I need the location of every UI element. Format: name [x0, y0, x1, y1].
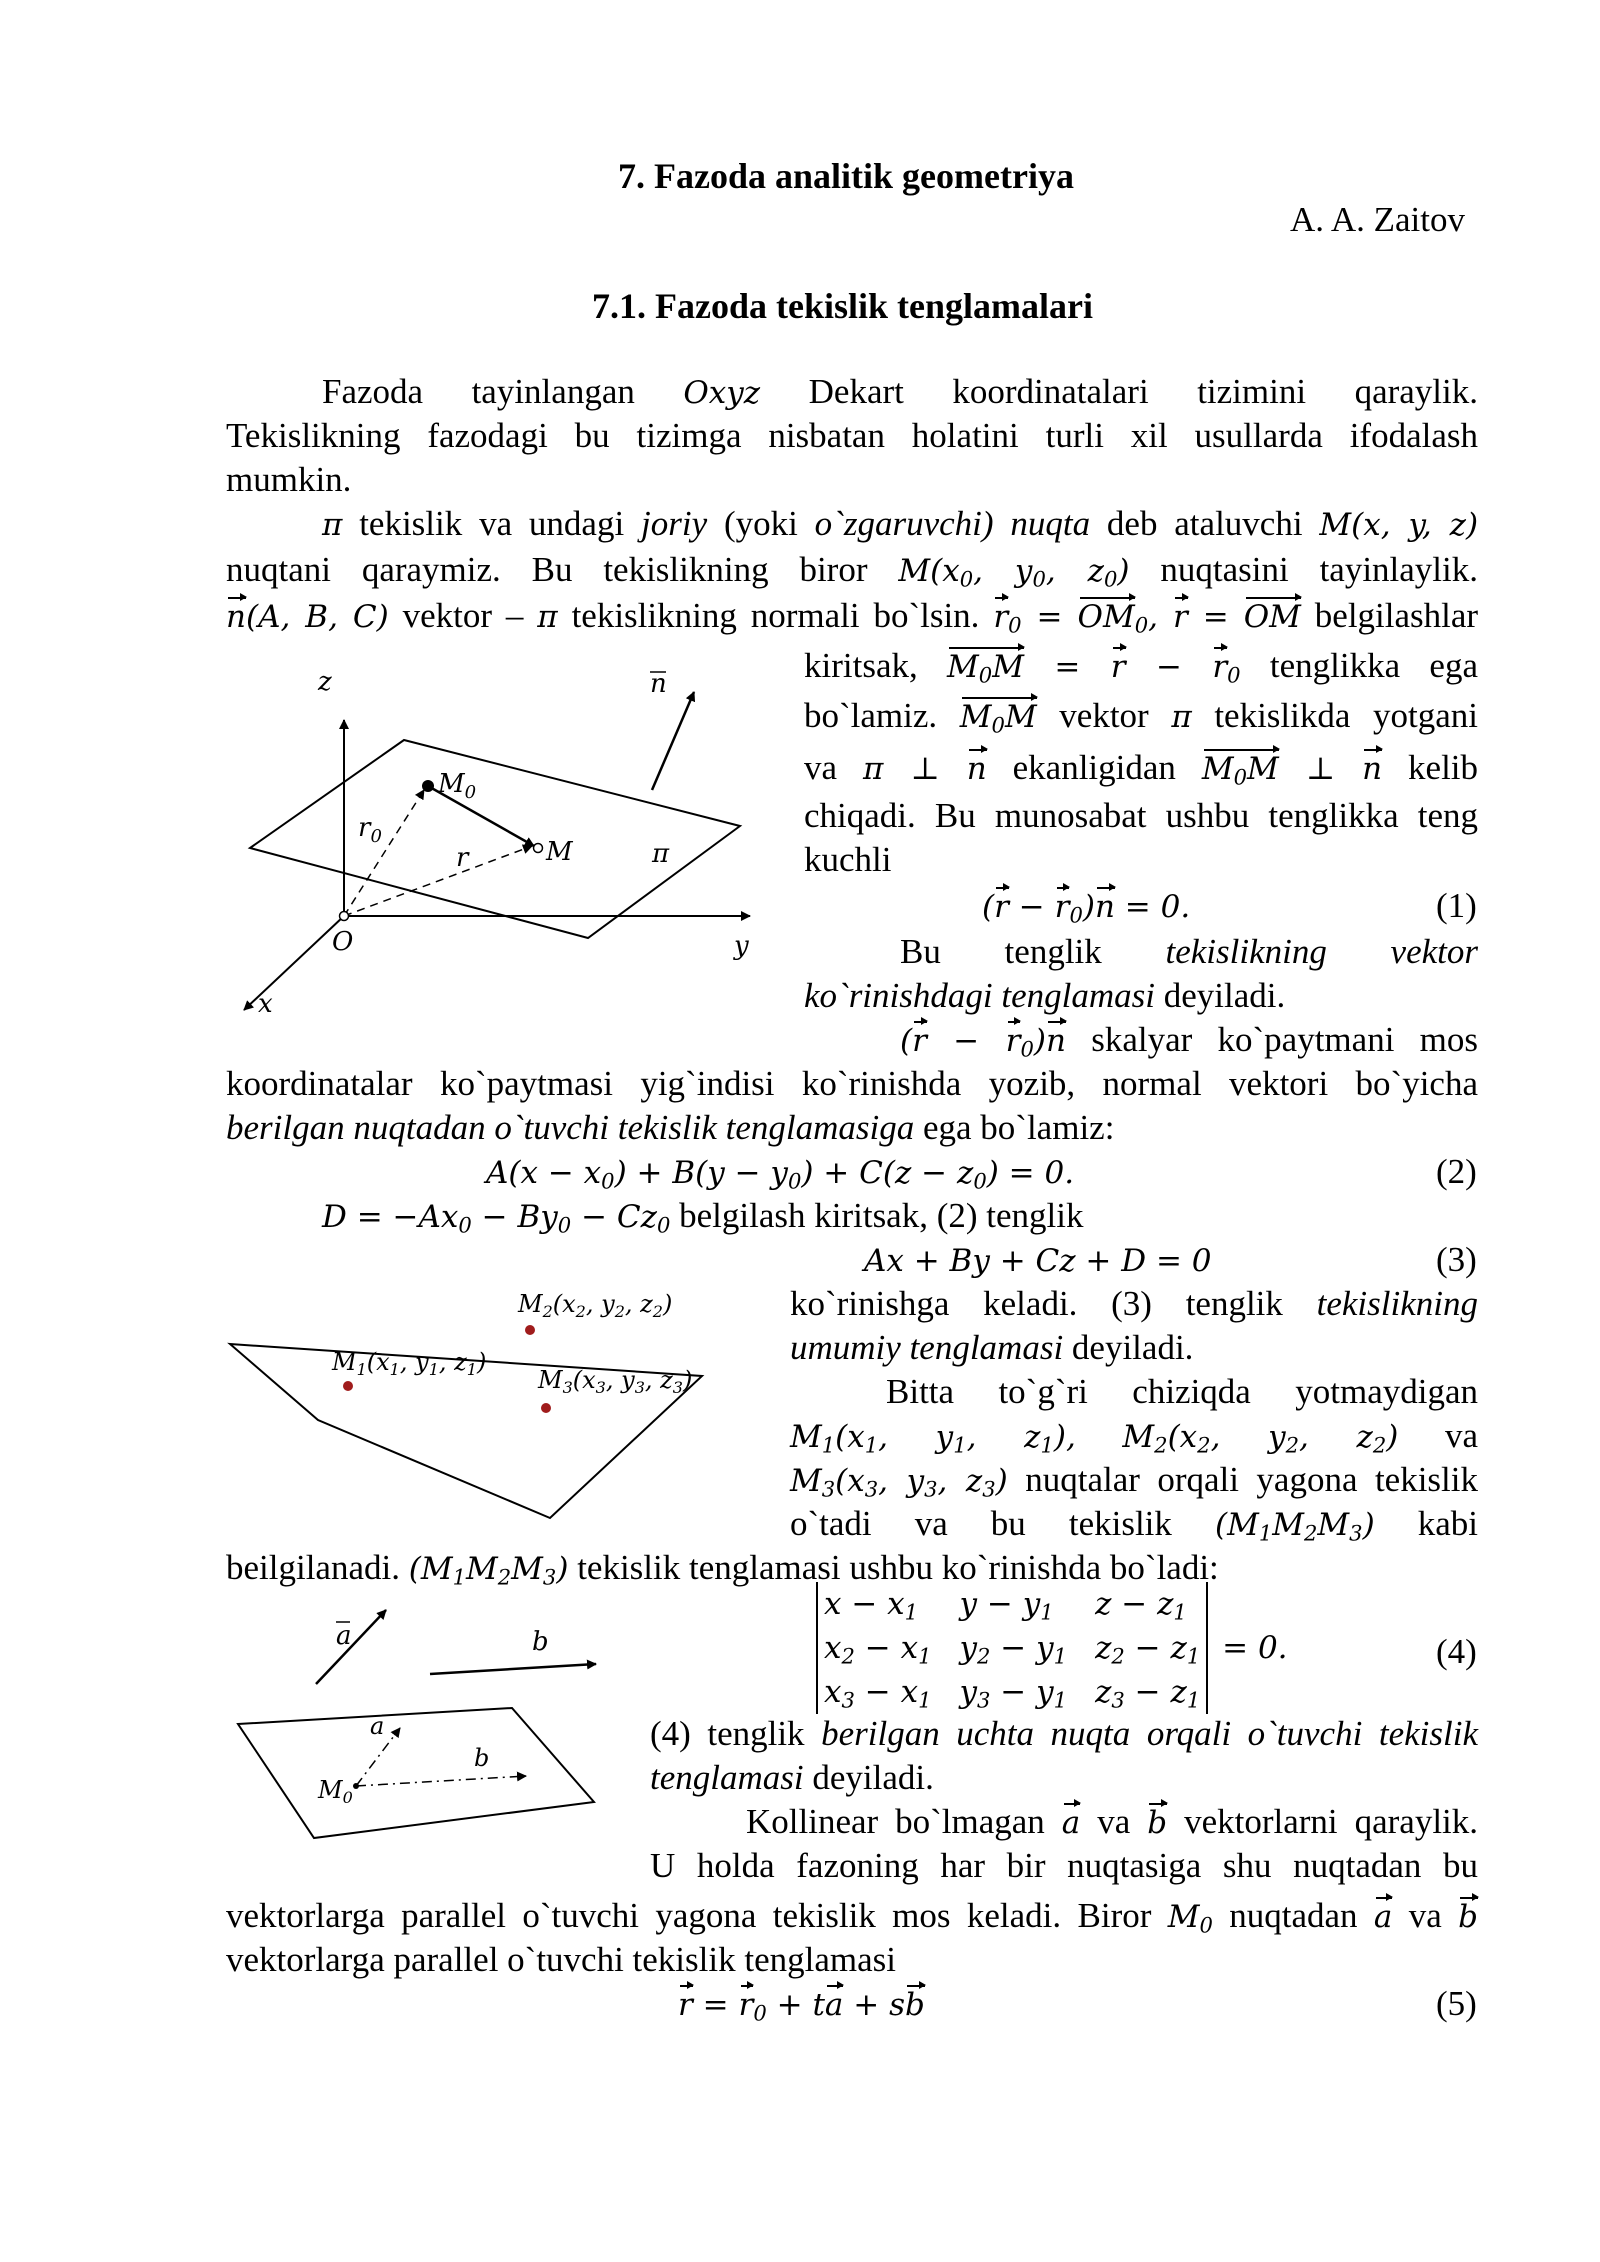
svg-text:b: b — [532, 1627, 549, 1657]
para2-line5: bo`lamiz. $M_0M$ vektor π tekislikda yotgani — [804, 696, 1478, 738]
para3-line1: Bu tenglik tekislikning vektor — [900, 932, 1478, 971]
para5-line6: o`tadi va bu tekislik $(M_1M_2M_3)$ kabi — [790, 1504, 1479, 1546]
equation-3-number: (3) — [1436, 1240, 1477, 1279]
para6-line6: vektorlarga parallel o`tuvchi tekislik tenglamasi — [226, 1940, 896, 1979]
point-M0 — [422, 780, 434, 792]
para3-line4: koordinatalar ko`paytmasi yig`indisi ko`rinishda yozib, normal vektori bo`yicha — [226, 1064, 1478, 1103]
svg-text:M2(x2, y2, z2): $M_2(x_2$, $y_2$, $z_2$) — [518, 1290, 673, 1321]
para1-line1: Fazoda tayinlangan Oxyz Dekart koordinatalari tizimini qaraylik. — [322, 372, 1479, 411]
para6-line1: (4) tenglik berilgan uchta nuqta orqali o`tuvchi tekislik — [650, 1714, 1478, 1753]
figure-three-points — [220, 1270, 740, 1540]
para6-line3: Kollinear bo`lmagan a va b vektorlarni qaraylik. — [650, 1800, 1478, 1845]
equation-2: $A(x - x_0) + B(y - y_0) + C(z - z_0) = 0$. — [486, 1155, 1075, 1194]
equation-1: $(r - r_0)n = 0$. — [982, 884, 1190, 929]
para2-line1: π tekislik va undagi joriy (yoki o`zgaruvchi) nuqta deb ataluvchi M(x, y, z) — [322, 504, 1479, 543]
equation-4: $x - x_1$ $y - y_1$ $z - z_1$ $x_2 - x_1$ $y_2 - y_1$ $z_2 - z_1$ $x_3 - x_1$ $y_3 - y_1$ $z_3 - z_1$ = 0. — [816, 1582, 1288, 1714]
svg-text:M3(x3, y3, z3): $M_3(x_3$, $y_3$, $z_3$) — [538, 1366, 693, 1397]
svg-text:M0: $M_0$ — [318, 1776, 353, 1807]
equation-5-number: (5) — [1436, 1984, 1477, 2023]
svg-text:M1(x1, y1, z1): $M_1(x_1$, $y_1$, $z_1$) — [332, 1348, 487, 1379]
equation-1-number: (1) — [1436, 886, 1477, 925]
chapter-title: 7. Fazoda analitik geometriya — [618, 156, 1074, 196]
para6-line4: U holda fazoning har bir nuqtasiga shu nuqtadan bu — [650, 1846, 1478, 1885]
svg-text:r: r — [456, 843, 469, 873]
equation-2-number: (2) — [1436, 1152, 1477, 1191]
svg-text:π: π — [652, 839, 670, 869]
para3-line3: $(r - r_0)n$ skalyar ko`paytmani mos — [900, 1020, 1479, 1062]
svg-text:n: n — [650, 669, 667, 699]
para6-line2: tenglamasi deyiladi. — [650, 1758, 934, 1797]
author: A. A. Zaitov — [1290, 200, 1465, 239]
origin-O — [340, 912, 349, 921]
para5-line4: $M_1(x_1$, $y_1$, $z_1$), $M_2(x_2$, $y_2$, $z_2$) va — [790, 1416, 1479, 1458]
para5-line3: Bitta to`g`ri chiziqda yotmaydigan — [886, 1372, 1478, 1411]
point-M3 — [541, 1403, 551, 1413]
para1-line2: Tekislikning fazodagi bu tizimga nisbatan holatini turli xil usullarda ifodalash — [226, 416, 1478, 455]
para2-line7: chiqadi. Bu munosabat ushbu tenglikka teng — [804, 796, 1478, 835]
para4-line1: $D = -Ax_0 - By_0 - Cz_0$ belgilash kiritsak, (2) tenglik — [322, 1196, 1084, 1238]
equation-4-number: (4) — [1436, 1632, 1477, 1671]
plane-through-M0 — [238, 1708, 594, 1838]
para2-line8: kuchli — [804, 840, 892, 879]
svg-text:y: y — [734, 931, 749, 961]
equation-3: Ax + By + Cz + D = 0 — [864, 1243, 1212, 1279]
figure-two-vectors — [220, 1580, 640, 1840]
normal-vector — [652, 692, 694, 790]
para5-line2: umumiy tenglamasi deyiladi. — [790, 1328, 1194, 1367]
svg-text:a: a — [370, 1712, 385, 1740]
svg-text:x: x — [258, 989, 273, 1019]
figure-plane-normal — [220, 660, 780, 1040]
para2-line4: kiritsak, $M_0M = r - r_0$ tenglikka ega — [804, 646, 1478, 688]
point-M — [534, 844, 543, 853]
vector-r0 — [344, 790, 424, 916]
point-M2 — [525, 1325, 535, 1335]
svg-text:M0: $M_0$ — [438, 769, 477, 803]
section-title: 7.1. Fazoda tekislik tenglamalari — [592, 286, 1093, 326]
svg-text:b: b — [474, 1744, 490, 1772]
vector-b — [430, 1664, 596, 1674]
svg-text:z: z — [318, 667, 332, 697]
svg-text:M: M — [546, 837, 573, 867]
para6-line5: vektorlarga parallel o`tuvchi yagona tekislik mos keladi. Biror $M_0$ nuqtadan a va b — [226, 1896, 1479, 1938]
para5-line5: $M_3(x_3$, $y_3$, $z_3$) nuqtalar orqali yagona tekislik — [790, 1460, 1478, 1502]
para2-line6: va π ⊥ n ekanligidan $M_0M$ ⊥ n kelib — [804, 748, 1479, 790]
svg-text:r0: $r_0$ — [358, 813, 382, 847]
equation-5: $r = r_0$ + ta + sb — [678, 1982, 925, 2027]
para1-line3: mumkin. — [226, 460, 352, 499]
para2-line3: n(A, B, C) vektor – π tekislikning normali bo`lsin. $r_0 = OM_0$, r = OM belgilashlar — [226, 596, 1479, 638]
para3-line2: ko`rinishdagi tenglamasi deyiladi. — [804, 976, 1286, 1015]
svg-text:O: O — [332, 927, 354, 957]
vector-b-in-plane — [356, 1776, 526, 1786]
para3-line5: berilgan nuqtadan o`tuvchi tekislik tenglamasiga ega bo`lamiz: — [226, 1108, 1115, 1147]
para5-line7: beilgilanadi. $(M_1M_2M_3)$ tekislik tenglamasi ushbu ko`rinishda bo`ladi: — [226, 1548, 1219, 1590]
para2-line2: nuqtani qaraymiz. Bu tekislikning biror $M(x_0$, $y_0$, $z_0$) nuqtasini tayinlaylik. — [226, 550, 1479, 592]
svg-text:a: a — [336, 1621, 352, 1651]
point-M0 — [353, 1783, 359, 1789]
point-M1 — [343, 1381, 353, 1391]
para5-line1: ko`rinishga keladi. (3) tenglik tekislikning — [790, 1284, 1478, 1323]
